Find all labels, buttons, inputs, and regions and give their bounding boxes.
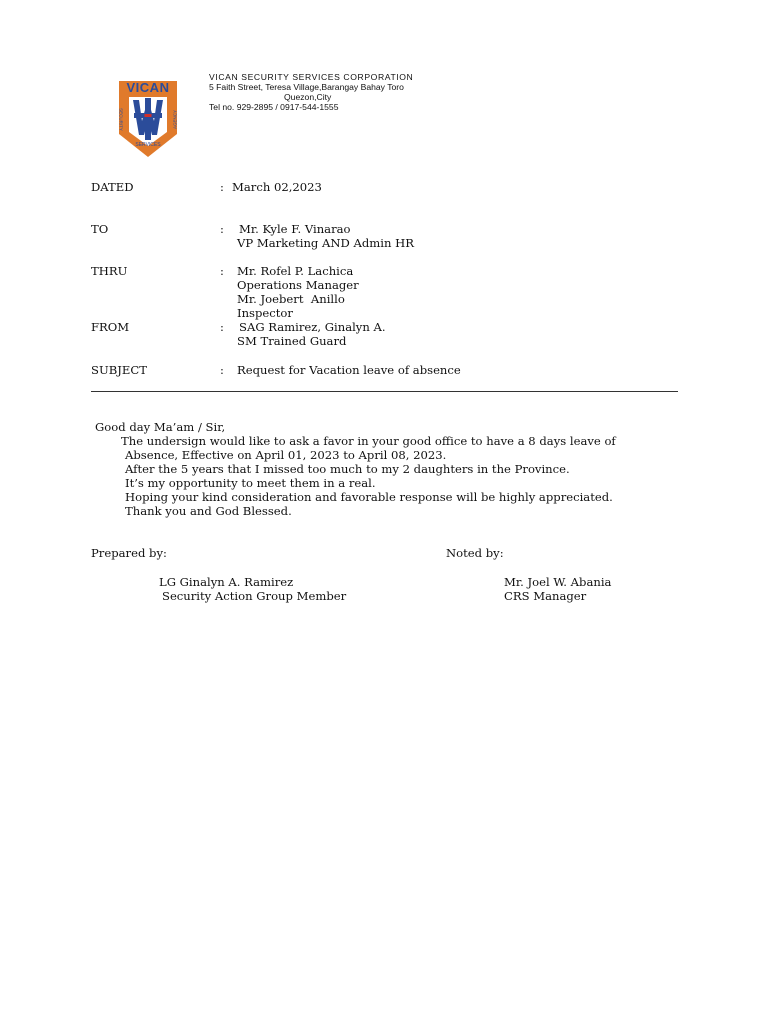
from-title: SM Trained Guard xyxy=(237,334,347,348)
to-label: TO xyxy=(91,222,109,236)
body-line-5: Hoping your kind consideration and favorable response will be highly appreciated. xyxy=(125,490,613,504)
prepared-name: LG Ginalyn A. Ramirez xyxy=(159,575,294,589)
thru-title1: Operations Manager xyxy=(237,278,359,292)
logo-left-text: SECURITY xyxy=(118,108,124,131)
from-name: SAG Ramirez, Ginalyn A. xyxy=(239,320,386,334)
body-line-1: The undersign would like to ask a favor in your good office to have a 8 days leave of xyxy=(121,434,616,448)
to-name: Mr. Kyle F. Vinarao xyxy=(239,222,351,236)
dated-value: March 02,2023 xyxy=(232,180,322,194)
dated-colon: : xyxy=(220,180,224,194)
body-line-3: After the 5 years that I missed too much to my 2 daughters in the Province. xyxy=(125,462,570,476)
header-divider xyxy=(91,391,678,392)
company-name: VICAN SECURITY SERVICES CORPORATION xyxy=(209,72,414,82)
body-line-2: Absence, Effective on April 01, 2023 to April 08, 2023. xyxy=(125,448,447,462)
subject-value: Request for Vacation leave of absence xyxy=(237,363,461,377)
thru-name1: Mr. Rofel P. Lachica xyxy=(237,264,354,278)
noted-title: CRS Manager xyxy=(504,589,587,603)
dated-label: DATED xyxy=(91,180,134,194)
logo-bottom-text: SERVICES xyxy=(135,142,161,148)
thru-colon: : xyxy=(220,264,224,278)
logo-right-text: AGENCY xyxy=(172,110,178,130)
subject-colon: : xyxy=(220,363,224,377)
company-address-line2: Quezon,City xyxy=(284,92,332,102)
thru-label: THRU xyxy=(91,264,128,278)
noted-by-label: Noted by: xyxy=(446,546,504,560)
prepared-title: Security Action Group Member xyxy=(162,589,347,603)
company-tel: Tel no. 929-2895 / 0917-544-1555 xyxy=(209,102,339,112)
body-line-6: Thank you and God Blessed. xyxy=(125,504,292,518)
from-label: FROM xyxy=(91,320,130,334)
prepared-by-label: Prepared by: xyxy=(91,546,167,560)
company-address-line1: 5 Faith Street, Teresa Village,Barangay Bahay Toro xyxy=(209,82,404,92)
company-header xyxy=(209,72,413,112)
to-colon: : xyxy=(220,222,224,236)
subject-label: SUBJECT xyxy=(91,363,147,377)
logo-top-text: VICAN xyxy=(126,80,170,95)
thru-title2: Inspector xyxy=(237,306,293,320)
body-line-4: It’s my opportunity to meet them in a real. xyxy=(125,476,376,490)
to-title: VP Marketing AND Admin HR xyxy=(237,236,414,250)
from-colon: : xyxy=(220,320,224,334)
greeting: Good day Ma’am / Sir, xyxy=(95,420,226,434)
thru-name2: Mr. Joebert Anillo xyxy=(237,292,345,306)
noted-name: Mr. Joel W. Abania xyxy=(504,575,612,589)
